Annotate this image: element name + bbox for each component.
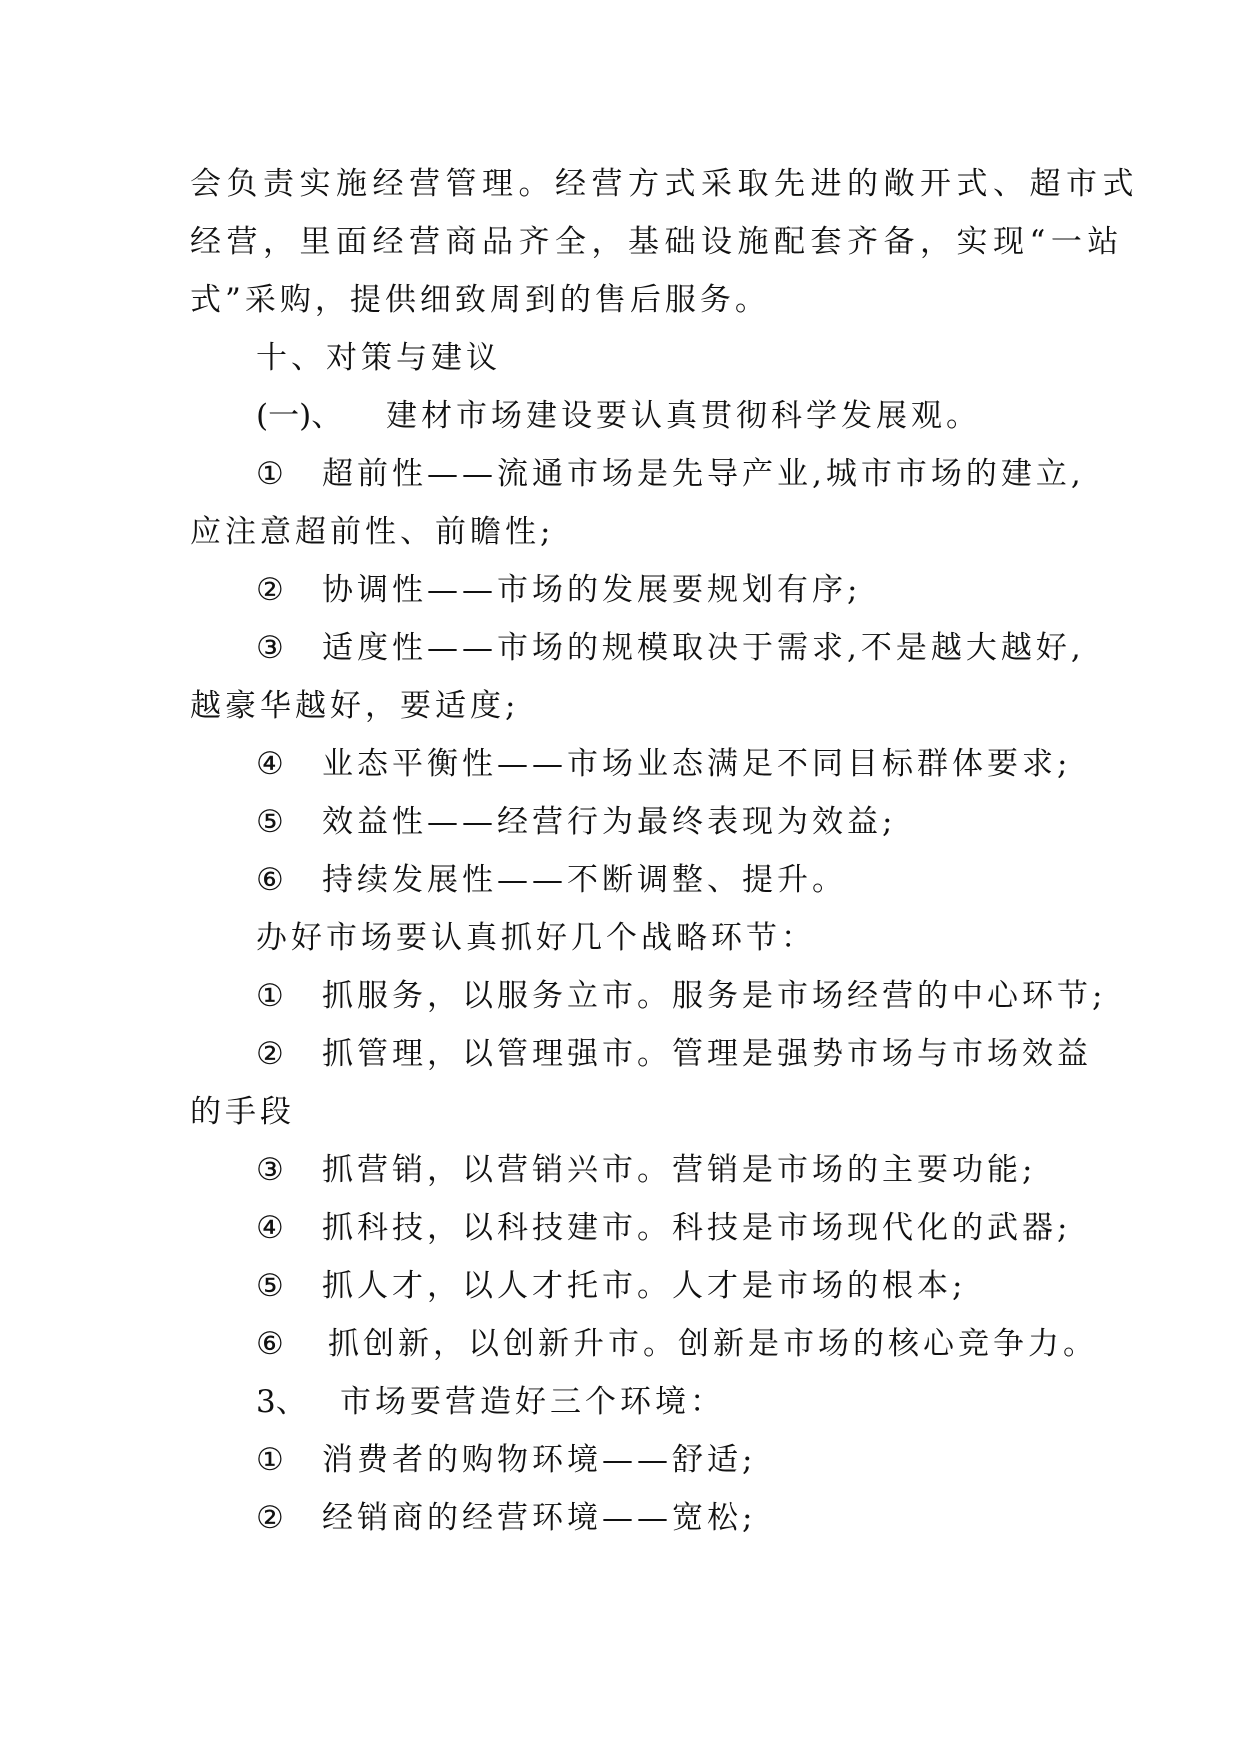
- strategy-marker: ⑤: [256, 1268, 284, 1304]
- section-1-title: 建材市场建设要认真贯彻科学发展观。: [386, 398, 981, 434]
- strategy-marker: ③: [256, 1152, 284, 1188]
- principle-item: [256, 628, 1085, 668]
- strategy-text: 抓管理，以管理强市。管理是强势市场与市场效益: [322, 1036, 1092, 1072]
- environment-text: 消费者的购物环境——舒适;: [322, 1442, 757, 1478]
- environment-item: [256, 1498, 756, 1538]
- principle-item: [256, 860, 847, 900]
- intro-line-2: 经营，里面经营商品齐全，基础设施配套齐备，实现“一站: [190, 224, 1124, 260]
- strategy-item: [256, 1208, 1071, 1248]
- strategy-item: [256, 1150, 1036, 1190]
- environment-item: [256, 1440, 756, 1480]
- strategy-continuation: 的手段: [190, 1094, 295, 1130]
- section-3-title: 市场要营造好三个环境：: [340, 1384, 725, 1420]
- principle-marker: ①: [256, 456, 284, 492]
- strategy-item: [256, 1324, 1098, 1364]
- principle-text: 超前性——流通市场是先导产业,城市市场的建立,: [322, 456, 1085, 492]
- intro-line-1: 会负责实施经营管理。经营方式采取先进的敞开式、超市式: [190, 166, 1139, 202]
- section-1-number: (一)、: [256, 398, 343, 434]
- principle-marker: ④: [256, 746, 284, 782]
- strategy-text: 抓服务，以服务立市。服务是市场经营的中心环节;: [322, 978, 1107, 1014]
- principle-item: [256, 454, 1085, 494]
- strategy-text: 抓创新，以创新升市。创新是市场的核心竞争力。: [328, 1326, 1098, 1362]
- strategy-marker: ④: [256, 1210, 284, 1246]
- principle-text: 适度性——市场的规模取决于需求,不是越大越好,: [322, 630, 1085, 666]
- strategy-text: 抓科技，以科技建市。科技是市场现代化的武器;: [322, 1210, 1072, 1246]
- environment-marker: ②: [256, 1500, 284, 1536]
- strategy-marker: ⑥: [256, 1326, 284, 1362]
- strategy-marker: ②: [256, 1036, 284, 1072]
- principle-text: 业态平衡性——市场业态满足不同目标群体要求;: [322, 746, 1072, 782]
- strategy-text: 抓人才，以人才托市。人才是市场的根本;: [322, 1268, 967, 1304]
- principle-marker: ②: [256, 572, 284, 608]
- intro-line-3: 式”采购，提供细致周到的售后服务。: [190, 282, 770, 318]
- principle-item: [256, 570, 861, 610]
- strategy-text: 抓营销，以营销兴市。营销是市场的主要功能;: [322, 1152, 1037, 1188]
- section-3-heading: [256, 1382, 725, 1422]
- principle-continuation: 应注意超前性、前瞻性;: [190, 514, 555, 550]
- principle-marker: ⑤: [256, 804, 284, 840]
- section-3-number: 3、: [256, 1384, 307, 1420]
- section-2-heading: 办好市场要认真抓好几个战略环节：: [256, 920, 816, 956]
- strategy-item: [256, 1034, 1092, 1074]
- heading-countermeasures: 十、对策与建议: [256, 340, 501, 376]
- principle-text: 协调性——市场的发展要规划有序;: [322, 572, 862, 608]
- principle-continuation: 越豪华越好，要适度;: [190, 688, 520, 724]
- principle-marker: ⑥: [256, 862, 284, 898]
- principle-item: [256, 744, 1071, 784]
- principle-item: [256, 802, 896, 842]
- principle-text: 效益性——经营行为最终表现为效益;: [322, 804, 897, 840]
- strategy-marker: ①: [256, 978, 284, 1014]
- strategy-item: [256, 976, 1106, 1016]
- environment-text: 经销商的经营环境——宽松;: [322, 1500, 757, 1536]
- environment-marker: ①: [256, 1442, 284, 1478]
- principle-text: 持续发展性——不断调整、提升。: [322, 862, 847, 898]
- principle-marker: ③: [256, 630, 284, 666]
- strategy-item: [256, 1266, 966, 1306]
- section-1-heading: [256, 396, 981, 436]
